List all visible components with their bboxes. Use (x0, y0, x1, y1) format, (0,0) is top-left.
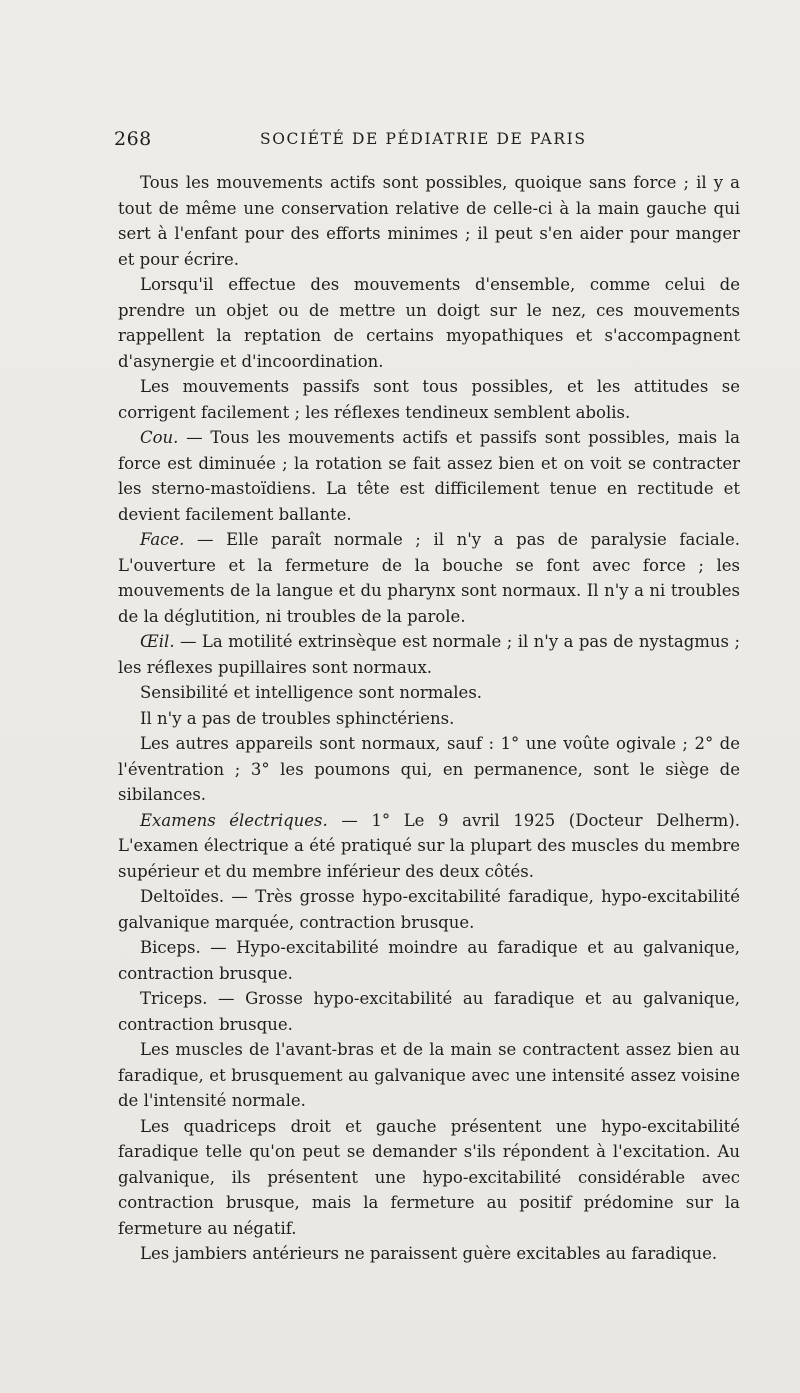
paragraph: Triceps. — Grosse hypo-excitabilité au faradique et au galvanique, contraction brusque. (118, 989, 740, 1034)
section-lead: Cou. (140, 428, 179, 447)
section-lead: Examens électriques. (140, 810, 328, 830)
paragraph: Les mouvements passifs sont tous possibles, et les attitudes se corrigent facilement ; les réflexes tendineux semblent abolis. (118, 377, 740, 422)
paragraph: Deltoïdes. — Très grosse hypo-excitabilité faradique, hypo-excitabilité galvanique marquée, contraction brusque. (118, 887, 740, 932)
paragraph: Biceps. — Hypo-excitabilité moindre au faradique et au galvanique, contraction brusque. (118, 938, 740, 983)
page-header (114, 128, 740, 156)
page-number: 268 (114, 128, 152, 150)
paragraph: Lorsqu'il effectue des mouvements d'ensemble, comme celui de prendre un objet ou de mettre un doigt sur le nez, ces mouvements rappellent la reptation de certains myopathiques et s'accompagnent d'asynergie et d'incoordination. (118, 275, 740, 371)
paragraph-oeil: Œil. — La motilité extrinsèque est normale ; il n'y a pas de nystagmus ; les réflexes pupillaires sont normaux. (118, 632, 740, 677)
paragraph: Tous les mouvements actifs sont possibles, quoique sans force ; il y a tout de même une conservation relative de celle-ci à la main gauche qui sert à l'enfant pour des efforts minimes ; il peut s'en aider pour manger et pour écrire. (118, 173, 740, 269)
paragraph: Il n'y a pas de troubles sphinctériens. (140, 708, 455, 728)
paragraph: Sensibilité et intelligence sont normales. (140, 683, 483, 702)
paragraph-cou: Cou. — Tous les mouvements actifs et passifs sont possibles, mais la force est diminuée ; la rotation se fait assez bien et on voit se contracter les sterno-mastoïdiens. La tête est difficilement tenue en rectitude et devient facilement ballante. (118, 428, 740, 524)
paragraph-face: Face. — Elle paraît normale ; il n'y a pas de paralysie faciale. L'ouverture et la fermeture de la bouche se font avec force ; les mouvements de la langue et du pharynx sont normaux. Il n'y a ni troubles de la déglutition, ni troubles de la parole. (118, 530, 740, 626)
paragraph: Les jambiers antérieurs ne paraissent guère excitables au faradique. (140, 1244, 718, 1263)
body-text (118, 170, 740, 1267)
paragraph: Les muscles de l'avant-bras et de la main se contractent assez bien au faradique, et brusquement au galvanique avec une intensité assez voisine de l'intensité normale. (118, 1040, 740, 1110)
paragraph-examens: Examens électriques. — 1° Le 9 avril 1925 (Docteur Delherm). L'examen électrique a été pratiqué sur la plupart des muscles du membre supérieur et du membre inférieur des deux côtés. (118, 810, 740, 881)
section-lead: Œil. (140, 632, 175, 651)
paragraph: Les autres appareils sont normaux, sauf : 1° une voûte ogivale ; 2° de l'éventration ; 3° les poumons qui, en permanence, sont le siège de sibilances. (118, 734, 740, 804)
paragraph: Les quadriceps droit et gauche présentent une hypo-excitabilité faradique telle qu'on peut se demander s'ils répondent à l'excitation. Au galvanique, ils présentent une hypo-excitabilité considérable avec contraction brusque, mais la fermeture au positif prédomine sur la fermeture au négatif. (118, 1116, 740, 1238)
section-lead: Face. (140, 530, 185, 549)
running-title: SOCIÉTÉ DE PÉDIATRIE DE PARIS (260, 130, 587, 148)
